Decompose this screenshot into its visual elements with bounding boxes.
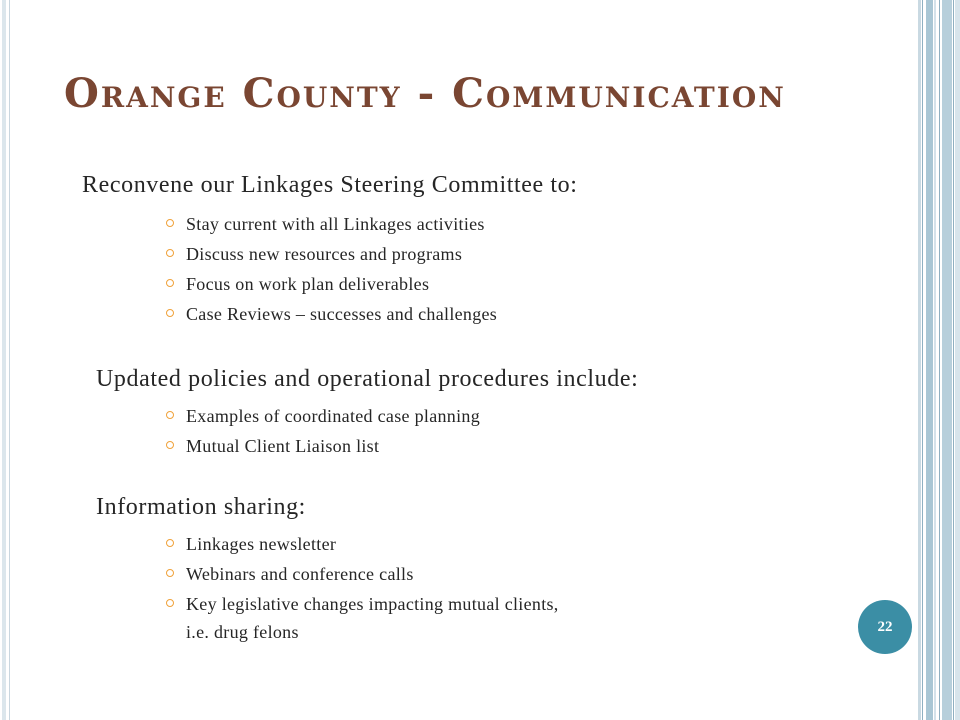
list-item: Key legislative changes impacting mutual clients, — [166, 589, 559, 619]
bullet-ring-icon — [166, 279, 174, 287]
bullet-ring-icon — [166, 441, 174, 449]
list-item: Case Reviews – successes and challenges — [166, 299, 497, 329]
bullet-ring-icon — [166, 539, 174, 547]
right-border-decoration — [918, 0, 960, 720]
left-border-decoration — [0, 0, 10, 720]
list-item: Webinars and conference calls — [166, 559, 559, 589]
list-item: Mutual Client Liaison list — [166, 431, 480, 461]
bullet-ring-icon — [166, 249, 174, 257]
bullet-ring-icon — [166, 599, 174, 607]
bullet-ring-icon — [166, 569, 174, 577]
bullet-continuation-text: i.e. drug felons — [186, 622, 299, 642]
bullet-ring-icon — [166, 309, 174, 317]
section-heading-committee: Reconvene our Linkages Steering Committee to: — [82, 172, 578, 198]
list-item: Examples of coordinated case planning — [166, 401, 480, 431]
list-item: Discuss new resources and programs — [166, 239, 497, 269]
list-item: Focus on work plan deliverables — [166, 269, 497, 299]
section-heading-policies: Updated policies and operational procedures include: — [96, 366, 639, 392]
committee-bullet-list — [166, 209, 497, 329]
bullet-ring-icon — [166, 219, 174, 227]
list-item: Linkages newsletter — [166, 529, 559, 559]
list-item: Stay current with all Linkages activities — [166, 209, 497, 239]
slide-number-badge: 22 — [858, 600, 912, 654]
bullet-ring-icon — [166, 411, 174, 419]
section-heading-information: Information sharing: — [96, 494, 306, 520]
slide-title: Orange County - Communication — [64, 70, 786, 117]
information-bullet-list — [166, 529, 559, 619]
policies-bullet-list — [166, 401, 480, 461]
